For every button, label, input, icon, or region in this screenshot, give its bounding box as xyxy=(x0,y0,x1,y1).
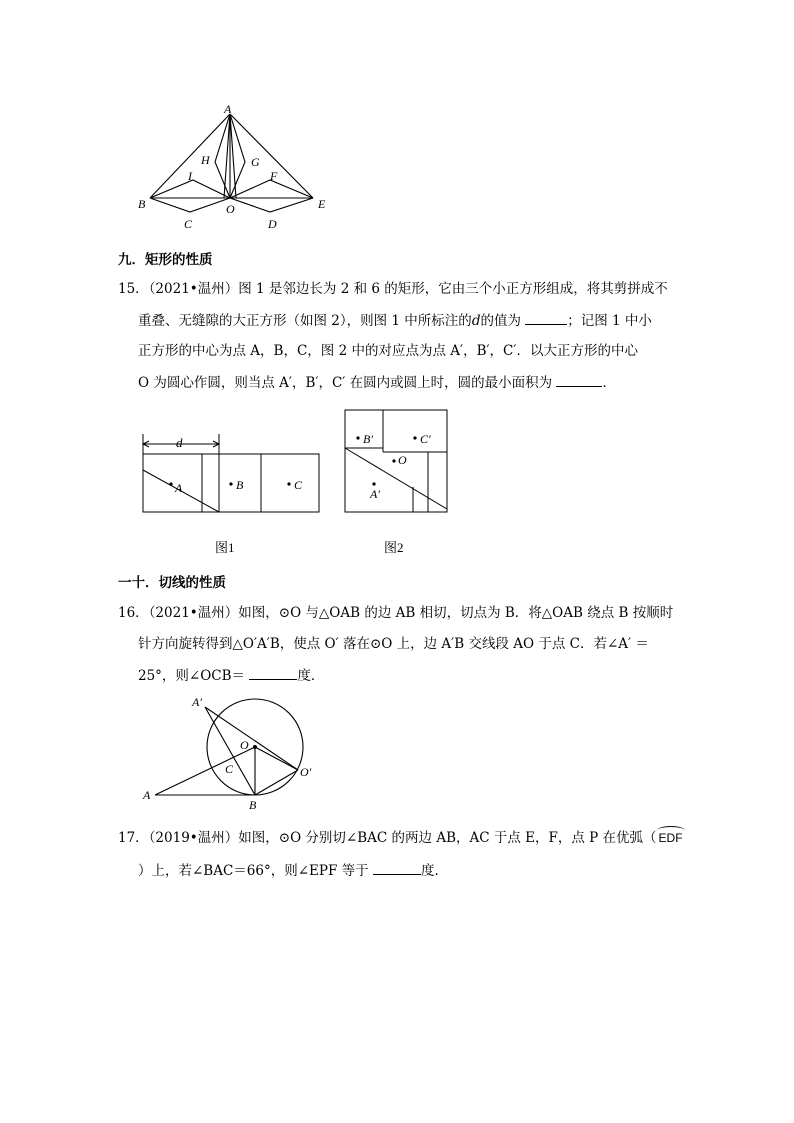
fig1-label-d: d xyxy=(176,435,183,450)
q15-text-3: 正方形的中心为点 A，B，C，图 2 中的对应点为点 A′，B′，C′．以大正方形的中心 xyxy=(138,343,638,359)
q15-text-4a: O 为圆心作圆，则当点 A′，B′，C′ 在圆内或圆上时，圆的最小面积为 xyxy=(138,375,553,391)
fig2-label-O: O xyxy=(398,453,407,467)
q16-text-2: 针方向旋转得到△O′A′B，使点 O′ 落在⊙O 上，边 A′B 交线段 AO 于点 C．若∠A′ ＝ xyxy=(138,636,649,652)
q15-line3 xyxy=(138,341,638,361)
fig1-label-A: A xyxy=(175,481,183,495)
q16-label-O: O xyxy=(240,738,249,752)
label-F: F xyxy=(270,169,278,183)
label-A: A xyxy=(224,102,232,116)
fig2-label-A1: A′ xyxy=(370,487,380,501)
q15-text-2b: 的值为 xyxy=(480,313,521,329)
fig2-label-B1: B′ xyxy=(363,432,373,446)
label-I: I xyxy=(188,169,192,183)
q15-var-d: d xyxy=(471,313,481,329)
q16-text-3a: 25°，则∠OCB＝ xyxy=(138,668,246,684)
label-G: G xyxy=(251,155,260,169)
q17-arc-text: EDF xyxy=(658,831,683,845)
q16-label-C: C xyxy=(225,762,234,776)
section-heading-9: 九．矩形的性质 xyxy=(118,252,213,268)
q16-label-O1: O′ xyxy=(300,765,312,779)
q16-label-A1: A′ xyxy=(192,695,202,709)
q16-text-3b: 度． xyxy=(297,668,325,684)
q17-text-2b: 度． xyxy=(420,863,448,879)
label-B: B xyxy=(138,197,146,211)
q17-number: 17． xyxy=(118,830,149,846)
q16-answer-blank[interactable] xyxy=(249,665,297,680)
q17-text-1a: （2019•温州）如图，⊙O 分别切∠BAC 的两边 AB，AC 于点 E，F，点 P 在优弧（ xyxy=(148,830,657,846)
fig1-caption: 图1 xyxy=(215,540,235,555)
q17-answer-blank[interactable] xyxy=(373,860,421,875)
label-H: H xyxy=(201,153,210,167)
q15-line2 xyxy=(138,310,652,331)
q16-label-A: A xyxy=(143,788,151,802)
label-E: E xyxy=(318,197,326,211)
q17-arc-edf xyxy=(657,828,685,848)
q16-text-1: （2021•温州）如图，⊙O 与△OAB 的边 AB 相切，切点为 B．将△OAB 绕点 B 按顺时 xyxy=(148,605,674,621)
figure-2-square xyxy=(340,405,452,517)
q16-label-B: B xyxy=(249,798,257,812)
q15-text-2c: ；记图 1 中小 xyxy=(567,313,652,329)
figure-triangle-kites xyxy=(130,100,340,235)
fig2-caption: 图2 xyxy=(384,540,404,555)
figure-1-rectangle xyxy=(135,430,325,520)
q16-line1 xyxy=(118,603,673,623)
fig1-label-C: C xyxy=(294,478,303,492)
label-C: C xyxy=(184,217,193,231)
q15-answer-blank-2[interactable] xyxy=(556,372,602,387)
label-D: D xyxy=(268,217,277,231)
fig2-label-C1: C′ xyxy=(420,432,431,446)
q16-line3 xyxy=(138,665,324,686)
q15-text-2a: 重叠、无缝隙的大正方形（如图 2），则图 1 中所标注的 xyxy=(138,313,472,329)
q17-line2 xyxy=(138,860,448,881)
q15-line4 xyxy=(138,372,616,393)
label-O: O xyxy=(226,202,235,216)
q15-line1 xyxy=(118,279,668,299)
q17-text-2a: ）上，若∠BAC＝66°，则∠EPF 等于 xyxy=(138,863,369,879)
fig1-label-B: B xyxy=(236,478,244,492)
q15-number: 15． xyxy=(118,281,149,297)
q16-number: 16． xyxy=(118,605,149,621)
q17-line1 xyxy=(118,828,685,848)
q15-text-1: （2021•温州）图 1 是邻边长为 2 和 6 的矩形，它由三个小正方形组成，将其剪拼成不 xyxy=(148,281,668,297)
figure-q16-circle xyxy=(135,690,335,815)
q15-answer-blank-1[interactable] xyxy=(525,310,567,325)
q15-text-4b: ． xyxy=(602,375,616,391)
section-heading-10: 一十．切线的性质 xyxy=(118,575,226,591)
q16-line2 xyxy=(138,634,649,654)
